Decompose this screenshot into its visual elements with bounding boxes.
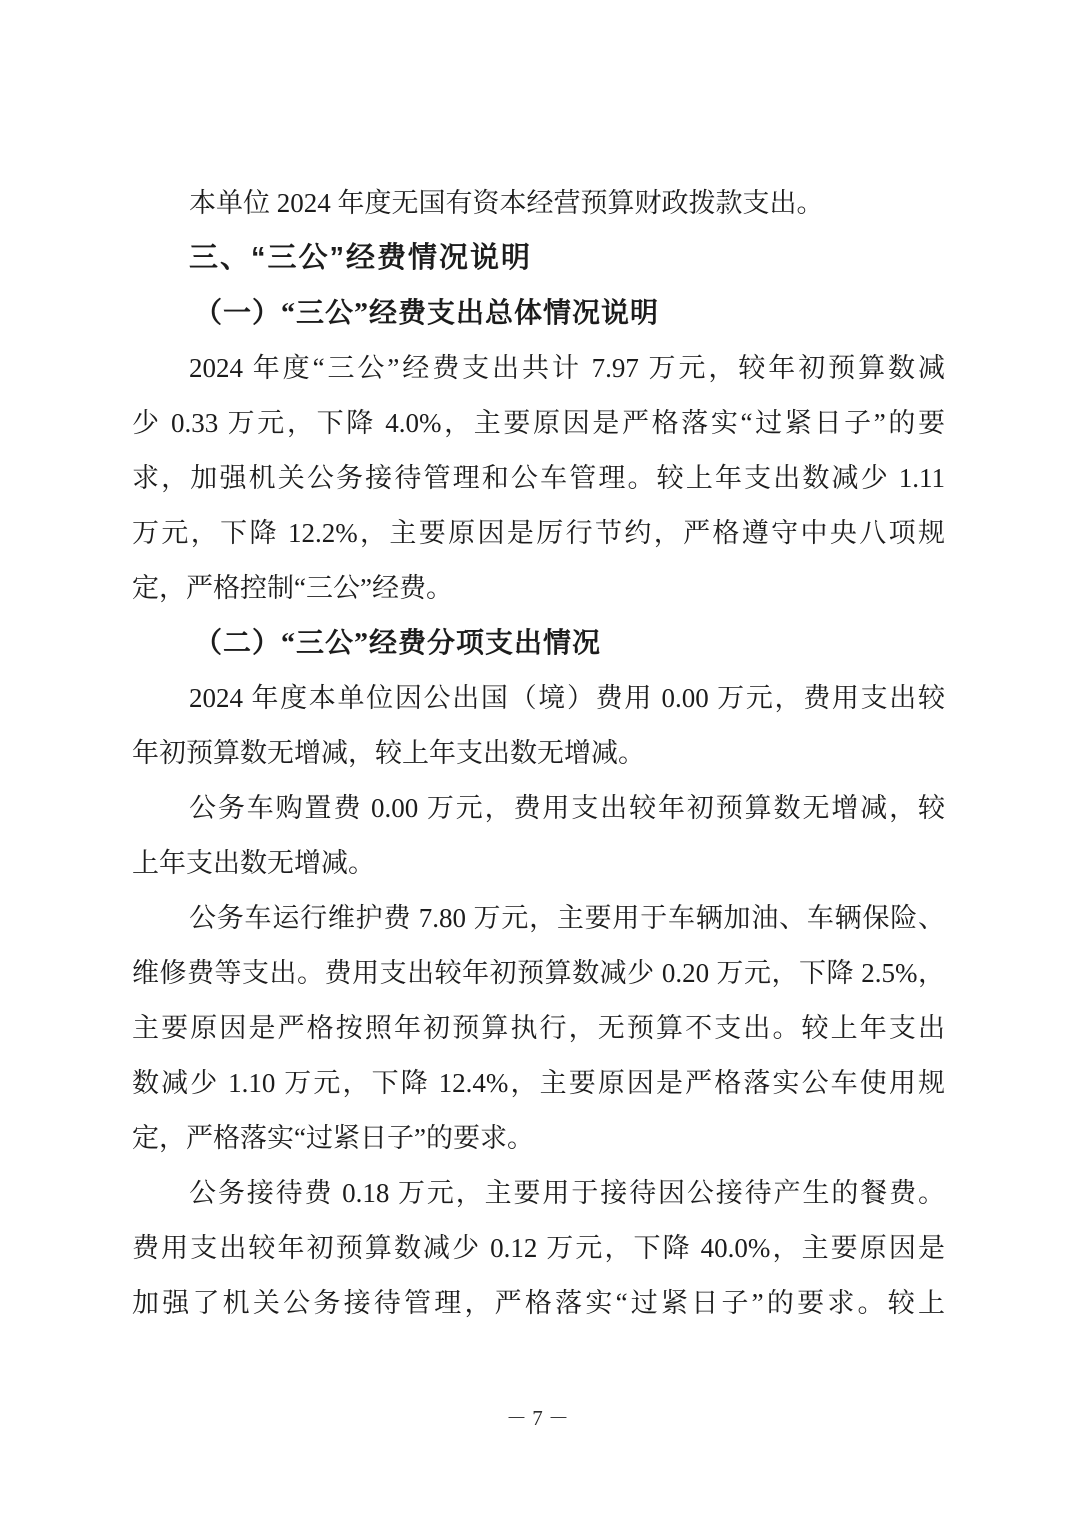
subheading-line: （二）“三公”经费分项支出情况 bbox=[194, 628, 602, 659]
section-heading bbox=[132, 231, 945, 286]
text-line: 公务车购置费 0.00 万元，费用支出较年初预算数无增减，较 bbox=[189, 793, 945, 823]
paragraph bbox=[132, 341, 945, 616]
text-line: 主要原因是严格按照年初预算执行，无预算不支出。较上年支出 bbox=[132, 1013, 945, 1043]
text-line: 加强了机关公务接待管理，严格落实“过紧日子”的要求。较上 bbox=[132, 1288, 945, 1318]
text-line: 公务接待费 0.18 万元，主要用于接待因公接待产生的餐费。 bbox=[189, 1178, 945, 1208]
paragraph bbox=[132, 1166, 945, 1331]
paragraph bbox=[132, 671, 945, 781]
text-line: 上年支出数无增减。 bbox=[132, 848, 375, 878]
text-line: 年初预算数无增减，较上年支出数无增减。 bbox=[132, 738, 645, 768]
subsection-heading bbox=[132, 616, 945, 671]
text-line: 2024 年度“三公”经费支出共计 7.97 万元，较年初预算数减 bbox=[189, 353, 945, 383]
paragraph bbox=[132, 891, 945, 1166]
text-line: 本单位 2024 年度无国有资本经营预算财政拨款支出。 bbox=[189, 188, 824, 218]
text-line: 求，加强机关公务接待管理和公车管理。较上年支出数减少 1.11 bbox=[132, 463, 945, 493]
text-line: 数减少 1.10 万元，下降 12.4%，主要原因是严格落实公车使用规 bbox=[132, 1068, 945, 1098]
heading-line: 三、“三公”经费情况说明 bbox=[189, 242, 533, 274]
text-line: 2024 年度本单位因公出国（境）费用 0.00 万元，费用支出较 bbox=[189, 683, 945, 713]
text-line: 万元，下降 12.2%，主要原因是厉行节约，严格遵守中央八项规 bbox=[132, 518, 945, 548]
text-line: 定，严格控制“三公”经费。 bbox=[132, 573, 453, 603]
subsection-heading bbox=[132, 286, 945, 341]
paragraph bbox=[132, 176, 945, 231]
text-line: 维修费等支出。费用支出较年初预算数减少 0.20 万元，下降 2.5%， bbox=[132, 958, 945, 988]
text-line: 少 0.33 万元，下降 4.0%，主要原因是严格落实“过紧日子”的要 bbox=[132, 408, 945, 438]
text-line: 公务车运行维护费 7.80 万元，主要用于车辆加油、车辆保险、 bbox=[189, 903, 945, 933]
paragraph bbox=[132, 781, 945, 891]
document-body bbox=[132, 176, 945, 1331]
text-line: 费用支出较年初预算数减少 0.12 万元，下降 40.0%，主要原因是 bbox=[132, 1233, 945, 1263]
page-number: － 7 － bbox=[506, 1406, 569, 1430]
subheading-line: （一）“三公”经费支出总体情况说明 bbox=[194, 298, 660, 329]
text-line: 定，严格落实“过紧日子”的要求。 bbox=[132, 1123, 534, 1153]
